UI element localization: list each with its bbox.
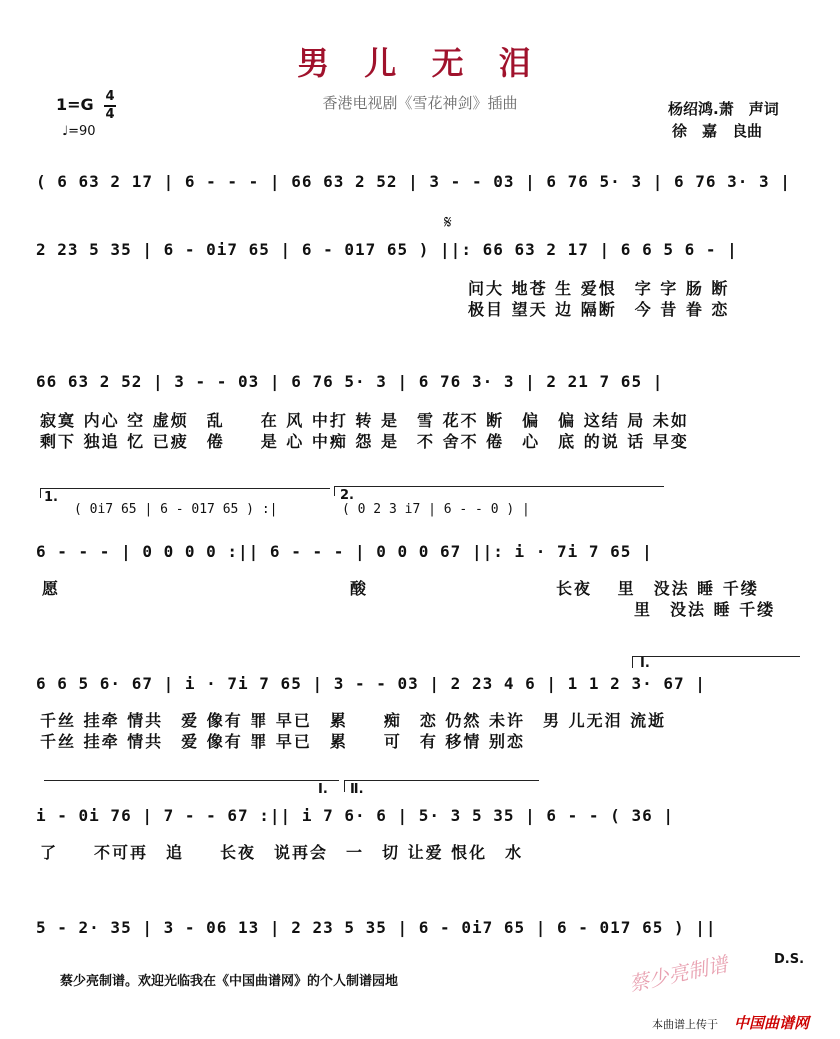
volta-5-edge	[632, 656, 633, 668]
volta-2-edge	[334, 486, 335, 496]
volta-1-content: ( 0i7 65 | 6 - 017 65 ) :|	[74, 502, 278, 517]
arranger-note: 蔡少亮制谱。欢迎光临我在《中国曲谱网》的个人制谱园地	[60, 974, 399, 989]
lyric-4a-mid: 酸	[350, 579, 369, 598]
volta-2-bracket	[334, 486, 664, 487]
volta-6-label-1: Ⅰ.	[318, 782, 328, 797]
lyric-5b: 千丝 挂牵 情共 爱 像有 罪 早已 累 可 有 移情 别恋	[40, 732, 525, 751]
volta-5-label: Ⅰ.	[640, 656, 650, 671]
lyric-4a-right: 长夜 里 没法 睡 千缕	[556, 579, 759, 598]
segno-sign: 𝄋	[444, 212, 452, 233]
upload-note: 本曲谱上传于	[652, 1018, 718, 1031]
lyric-5a: 千丝 挂牵 情共 爱 像有 罪 早已 累 痴 恋 仍然 未许 男 儿无泪 流逝	[40, 711, 667, 730]
time-signature	[104, 90, 116, 122]
lyricist-credit: 杨绍鸿.萧 声词	[668, 100, 779, 118]
score-line-2: 2 23 5 35 | 6 - 0i7 65 | 6 - 017 65 ) ||: 66 63 2 17 | 6 6 5 6 - |	[36, 240, 738, 259]
meter-bottom: 4	[105, 107, 115, 122]
lyric-2b: 极目 望天 边 隔断 今 昔 眷 恋	[468, 300, 730, 319]
score-line-7: 5 - 2· 35 | 3 - 06 13 | 2 23 5 35 | 6 - 0i7 65 | 6 - 017 65 ) ||	[36, 918, 717, 937]
volta-6-label-2: Ⅱ.	[350, 782, 364, 797]
score-line-5: 6 6 5 6· 67 | i · 7i 7 65 | 3 - - 03 | 2 23 4 6 | 1 1 2 3· 67 |	[36, 674, 706, 693]
score-line-6: i - 0i 76 | 7 - - 67 :|| i 7 6· 6 | 5· 3 5 35 | 6 - - ( 36 |	[36, 806, 674, 825]
volta-6b-bracket	[344, 780, 539, 781]
site-logo[interactable]: 中国曲谱网	[734, 1014, 810, 1032]
volta-2-content: ( 0 2 3 i7 | 6 - - 0 ) |	[342, 502, 530, 517]
lyric-3a: 寂寞 内心 空 虚烦 乱 在 风 中打 转 是 雪 花不 断 偏 偏 这结 局 未如	[40, 411, 689, 430]
lyric-6: 了 不可再 追 长夜 说再会 一 切 让爱 恨化 水	[40, 843, 524, 862]
lyric-3b: 剩下 独追 忆 已疲 倦 是 心 中痴 怨 是 不 舍不 倦 心 底 的说 话 早变	[40, 432, 689, 451]
song-subtitle: 香港电视剧《雪花神剑》插曲	[322, 94, 518, 112]
score-line-1: ( 6 63 2 17 | 6 - - - | 66 63 2 52 | 3 - - 03 | 6 76 5· 3 | 6 76 3· 3 |	[36, 172, 791, 191]
lyric-4b: 里 没法 睡 千缕	[634, 600, 776, 619]
score-line-4: 6 - - - | 0 0 0 0 :|| 6 - - - | 0 0 0 67 ||: i · 7i 7 65 |	[36, 542, 653, 561]
volta-1-bracket	[40, 488, 330, 489]
lyric-4a-left: 愿	[42, 579, 61, 598]
tempo-marking: ♩=90	[62, 124, 96, 139]
composer-credit: 徐 嘉 良曲	[672, 122, 763, 140]
score-line-3: 66 63 2 52 | 3 - - 03 | 6 76 5· 3 | 6 76 3· 3 | 2 21 7 65 |	[36, 372, 664, 391]
lyric-2a: 问大 地苍 生 爱恨 字 字 肠 断	[468, 279, 730, 298]
key-signature: 1=G	[56, 95, 94, 114]
watermark: 蔡少亮制谱	[626, 951, 730, 997]
volta-1-label: 1.	[44, 490, 58, 505]
song-title: 男 儿 无 泪	[297, 44, 543, 82]
meter-top: 4	[105, 89, 115, 104]
volta-6a-bracket	[44, 780, 339, 781]
dal-segno: D.S.	[774, 952, 805, 967]
volta-2-label: 2.	[340, 488, 354, 503]
volta-5-bracket	[632, 656, 800, 657]
volta-6b-edge	[344, 780, 345, 792]
volta-1-edge	[40, 488, 41, 498]
